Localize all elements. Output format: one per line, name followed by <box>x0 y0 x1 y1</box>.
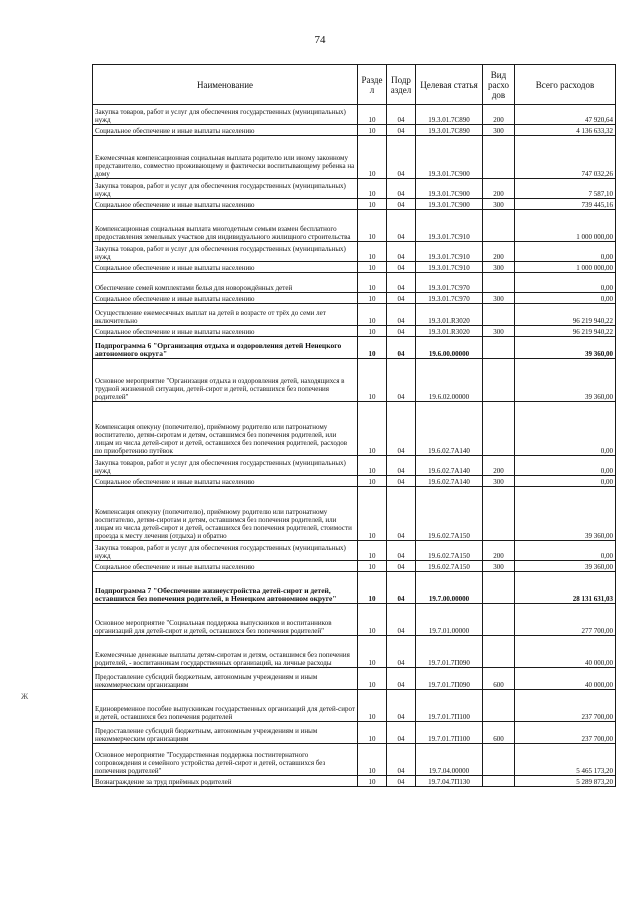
row-razdel: 10 <box>358 242 387 262</box>
row-statya: 19.3.01.7С910 <box>416 262 483 273</box>
row-name: Предоставление субсидий бюджетным, автономным учреждениям и иным некоммерческим организациям <box>93 722 358 744</box>
table-row <box>93 337 616 359</box>
row-name: Единовременное пособие выпускникам государственных организаций для детей-сирот и детей, оставшихся без попечения родителей <box>93 690 358 722</box>
row-vid: 600 <box>483 668 515 690</box>
row-name: Социальное обеспечение и иные выплаты населению <box>93 561 358 572</box>
row-name: Осуществление ежемесячных выплат на детей в возрасте от трёх до семи лет включительно <box>93 304 358 326</box>
row-vid <box>483 487 515 541</box>
row-vid <box>483 402 515 456</box>
row-razdel: 10 <box>358 572 387 604</box>
row-statya: 19.3.01.7С900 <box>416 179 483 199</box>
row-vid: 300 <box>483 326 515 337</box>
row-razdel: 10 <box>358 690 387 722</box>
row-vid: 300 <box>483 476 515 487</box>
row-summa: 237 700,00 <box>515 690 616 722</box>
row-razdel: 10 <box>358 402 387 456</box>
row-statya: 19.7.00.00000 <box>416 572 483 604</box>
row-statya: 19.7.01.00000 <box>416 604 483 636</box>
budget-table <box>92 64 616 787</box>
header-total: Всего расходов <box>515 65 616 105</box>
header-statya: Целевая статья <box>416 65 483 105</box>
row-statya: 19.6.02.7А140 <box>416 456 483 476</box>
row-name: Вознаграждение за труд приёмных родителей <box>93 776 358 787</box>
row-razdel: 10 <box>358 273 387 293</box>
margin-mark: Ж <box>21 692 29 701</box>
row-summa: 1 000 000,00 <box>515 262 616 273</box>
row-statya: 19.7.04.7П130 <box>416 776 483 787</box>
row-vid: 200 <box>483 541 515 561</box>
table-row <box>93 359 616 402</box>
table-row <box>93 136 616 179</box>
table-row <box>93 487 616 541</box>
table-header <box>93 65 616 105</box>
row-statya: 19.3.01.R3020 <box>416 326 483 337</box>
table-body <box>93 105 616 787</box>
row-vid <box>483 359 515 402</box>
row-vid: 300 <box>483 199 515 210</box>
row-name: Основное мероприятие "Организация отдыха и оздоровления детей, находящихся в трудной жизненной ситуации, детей-сирот и детей, оставшихся без попечения родителей" <box>93 359 358 402</box>
row-statya: 19.3.01.7С970 <box>416 273 483 293</box>
row-name: Компенсация опекуну (попечителю), приёмному родителю или патронатному воспитателю, детям-сиротам и детям, оставшимся без попечения родителей, или лицам из числа детей-сирот и детей, оставшихся без попечения родителей, стоимости проезда к месту лечения (отдыха) и обратно <box>93 487 358 541</box>
row-razdel: 10 <box>358 476 387 487</box>
row-summa: 4 136 633,32 <box>515 125 616 136</box>
row-vid <box>483 304 515 326</box>
row-razdel: 10 <box>358 136 387 179</box>
row-statya: 19.3.01.7С910 <box>416 242 483 262</box>
row-statya: 19.7.01.7П090 <box>416 668 483 690</box>
row-vid <box>483 210 515 242</box>
table-row <box>93 456 616 476</box>
row-statya: 19.7.01.7П090 <box>416 636 483 668</box>
row-podrazdel: 04 <box>387 326 416 337</box>
row-razdel: 10 <box>358 776 387 787</box>
row-razdel: 10 <box>358 304 387 326</box>
row-name: Ежемесячная компенсационная социальная выплата родителю или иному законному представителю, совместно проживающему и фактически воспитывающему ребенка на дому <box>93 136 358 179</box>
row-statya: 19.6.02.7А140 <box>416 476 483 487</box>
row-vid: 600 <box>483 722 515 744</box>
row-podrazdel: 04 <box>387 359 416 402</box>
row-statya: 19.7.04.00000 <box>416 744 483 776</box>
row-vid <box>483 776 515 787</box>
row-summa: 5 465 173,20 <box>515 744 616 776</box>
row-summa: 40 000,00 <box>515 668 616 690</box>
row-razdel: 10 <box>358 262 387 273</box>
row-summa: 237 700,00 <box>515 722 616 744</box>
row-podrazdel: 04 <box>387 304 416 326</box>
row-summa: 96 219 940,22 <box>515 326 616 337</box>
row-podrazdel: 04 <box>387 262 416 273</box>
row-name: Подпрограмма 6 "Организация отдыха и оздоровления детей Ненецкого автономного округа" <box>93 337 358 359</box>
row-vid <box>483 690 515 722</box>
row-name: Социальное обеспечение и иные выплаты населению <box>93 199 358 210</box>
row-statya: 19.6.02.7А150 <box>416 561 483 572</box>
row-vid <box>483 273 515 293</box>
row-summa: 40 000,00 <box>515 636 616 668</box>
row-razdel: 10 <box>358 210 387 242</box>
row-podrazdel: 04 <box>387 179 416 199</box>
table-row <box>93 690 616 722</box>
row-summa: 0,00 <box>515 456 616 476</box>
row-summa: 0,00 <box>515 293 616 304</box>
row-statya: 19.6.00.00000 <box>416 337 483 359</box>
row-statya: 19.3.01.7С900 <box>416 136 483 179</box>
row-razdel: 10 <box>358 293 387 304</box>
row-summa: 39 360,00 <box>515 487 616 541</box>
row-statya: 19.7.01.7П100 <box>416 690 483 722</box>
row-razdel: 10 <box>358 105 387 125</box>
row-vid: 200 <box>483 179 515 199</box>
row-summa: 747 032,26 <box>515 136 616 179</box>
header-razdel: Разде л <box>358 65 387 105</box>
row-vid <box>483 136 515 179</box>
row-podrazdel: 04 <box>387 561 416 572</box>
row-vid: 200 <box>483 456 515 476</box>
row-podrazdel: 04 <box>387 337 416 359</box>
row-razdel: 10 <box>358 199 387 210</box>
row-podrazdel: 04 <box>387 210 416 242</box>
row-summa: 5 289 873,20 <box>515 776 616 787</box>
table-row <box>93 304 616 326</box>
row-podrazdel: 04 <box>387 487 416 541</box>
row-vid: 300 <box>483 262 515 273</box>
row-name: Социальное обеспечение и иные выплаты населению <box>93 326 358 337</box>
header-podrazdel: Подр аздел <box>387 65 416 105</box>
row-statya: 19.3.01.7С890 <box>416 105 483 125</box>
table-row <box>93 125 616 136</box>
row-name: Основное мероприятие "Государственная поддержка постинтернатного сопровождения и семейного устройства детей-сирот и детей, оставшихся без попечения родителей" <box>93 744 358 776</box>
row-razdel: 10 <box>358 487 387 541</box>
row-vid: 200 <box>483 242 515 262</box>
row-name: Закупка товаров, работ и услуг для обеспечения государственных (муниципальных) нужд <box>93 541 358 561</box>
table-row <box>93 636 616 668</box>
table-row <box>93 262 616 273</box>
row-summa: 1 000 000,00 <box>515 210 616 242</box>
row-name: Компенсация опекуну (попечителю), приёмному родителю или патронатному воспитателю, детям-сиротам и детям, оставшимся без попечения родителей, или лицам из числа детей-сирот и детей, оставшихся без попечения родителей, расходов по приобретению путёвок <box>93 402 358 456</box>
row-summa: 7 587,10 <box>515 179 616 199</box>
table-row <box>93 541 616 561</box>
row-razdel: 10 <box>358 359 387 402</box>
row-podrazdel: 04 <box>387 776 416 787</box>
row-podrazdel: 04 <box>387 402 416 456</box>
table-row <box>93 326 616 337</box>
row-summa: 28 131 631,03 <box>515 572 616 604</box>
row-name: Социальное обеспечение и иные выплаты населению <box>93 262 358 273</box>
row-summa: 39 360,00 <box>515 561 616 572</box>
row-statya: 19.6.02.00000 <box>416 359 483 402</box>
row-razdel: 10 <box>358 722 387 744</box>
row-vid <box>483 636 515 668</box>
row-summa: 47 920,64 <box>515 105 616 125</box>
row-vid <box>483 337 515 359</box>
row-podrazdel: 04 <box>387 668 416 690</box>
row-vid: 300 <box>483 293 515 304</box>
table-row <box>93 242 616 262</box>
row-name: Закупка товаров, работ и услуг для обеспечения государственных (муниципальных) нужд <box>93 242 358 262</box>
table-row <box>93 293 616 304</box>
row-podrazdel: 04 <box>387 199 416 210</box>
table-row <box>93 722 616 744</box>
row-statya: 19.3.01.7С910 <box>416 210 483 242</box>
row-statya: 19.3.01.R3020 <box>416 304 483 326</box>
row-razdel: 10 <box>358 604 387 636</box>
row-summa: 96 219 940,22 <box>515 304 616 326</box>
row-summa: 39 360,00 <box>515 337 616 359</box>
row-statya: 19.6.02.7А140 <box>416 402 483 456</box>
row-name: Закупка товаров, работ и услуг для обеспечения государственных (муниципальных) нужд <box>93 105 358 125</box>
row-podrazdel: 04 <box>387 572 416 604</box>
row-name: Закупка товаров, работ и услуг для обеспечения государственных (муниципальных) нужд <box>93 456 358 476</box>
row-statya: 19.6.02.7А150 <box>416 541 483 561</box>
row-razdel: 10 <box>358 541 387 561</box>
page-number: 74 <box>314 34 326 46</box>
row-summa: 277 700,00 <box>515 604 616 636</box>
row-podrazdel: 04 <box>387 722 416 744</box>
row-razdel: 10 <box>358 561 387 572</box>
table-row <box>93 776 616 787</box>
row-name: Обеспечение семей комплектами белья для новорождённых детей <box>93 273 358 293</box>
row-podrazdel: 04 <box>387 293 416 304</box>
table-row <box>93 402 616 456</box>
row-podrazdel: 04 <box>387 136 416 179</box>
row-podrazdel: 04 <box>387 273 416 293</box>
row-summa: 0,00 <box>515 476 616 487</box>
row-summa: 0,00 <box>515 402 616 456</box>
table-row <box>93 561 616 572</box>
row-vid <box>483 572 515 604</box>
row-podrazdel: 04 <box>387 604 416 636</box>
row-vid <box>483 604 515 636</box>
row-podrazdel: 04 <box>387 636 416 668</box>
row-razdel: 10 <box>358 668 387 690</box>
table-row <box>93 668 616 690</box>
row-name: Компенсационная социальная выплата многодетным семьям взамен бесплатного предоставления земельных участков для индивидуального жилищного строительства <box>93 210 358 242</box>
row-razdel: 10 <box>358 179 387 199</box>
header-name: Наименование <box>93 65 358 105</box>
row-podrazdel: 04 <box>387 541 416 561</box>
row-name: Подпрограмма 7 "Обеспечение жизнеустройства детей-сирот и детей, оставшихся без попечения родителей, в Ненецком автономном округе" <box>93 572 358 604</box>
row-razdel: 10 <box>358 636 387 668</box>
row-podrazdel: 04 <box>387 242 416 262</box>
table-row <box>93 105 616 125</box>
row-podrazdel: 04 <box>387 690 416 722</box>
row-podrazdel: 04 <box>387 744 416 776</box>
table-row <box>93 210 616 242</box>
table-row <box>93 273 616 293</box>
row-podrazdel: 04 <box>387 125 416 136</box>
row-podrazdel: 04 <box>387 105 416 125</box>
row-name: Социальное обеспечение и иные выплаты населению <box>93 293 358 304</box>
table-row <box>93 476 616 487</box>
row-statya: 19.3.01.7С890 <box>416 125 483 136</box>
row-razdel: 10 <box>358 326 387 337</box>
row-name: Основное мероприятие "Социальная поддержка выпускников и воспитанников организаций для детей-сирот и детей, оставшихся без попечения родителей" <box>93 604 358 636</box>
row-podrazdel: 04 <box>387 456 416 476</box>
table-row <box>93 572 616 604</box>
row-summa: 739 445,16 <box>515 199 616 210</box>
row-name: Ежемесячные денежные выплаты детям-сиротам и детям, оставшимся без попечения родителей, - воспитанникам государственных организаций, на личные расходы <box>93 636 358 668</box>
table-row <box>93 199 616 210</box>
header-vid: Вид расхо дов <box>483 65 515 105</box>
row-summa: 0,00 <box>515 242 616 262</box>
row-summa: 0,00 <box>515 273 616 293</box>
row-name: Закупка товаров, работ и услуг для обеспечения государственных (муниципальных) нужд <box>93 179 358 199</box>
row-name: Социальное обеспечение и иные выплаты населению <box>93 125 358 136</box>
table-row <box>93 744 616 776</box>
row-summa: 39 360,00 <box>515 359 616 402</box>
row-vid <box>483 744 515 776</box>
row-summa: 0,00 <box>515 541 616 561</box>
row-vid: 300 <box>483 125 515 136</box>
row-name: Предоставление субсидий бюджетным, автономным учреждениям и иным некоммерческим организациям <box>93 668 358 690</box>
row-vid: 200 <box>483 105 515 125</box>
row-statya: 19.6.02.7А150 <box>416 487 483 541</box>
table-row <box>93 604 616 636</box>
row-vid: 300 <box>483 561 515 572</box>
row-razdel: 10 <box>358 456 387 476</box>
row-podrazdel: 04 <box>387 476 416 487</box>
row-statya: 19.7.01.7П100 <box>416 722 483 744</box>
row-razdel: 10 <box>358 125 387 136</box>
row-statya: 19.3.01.7С900 <box>416 199 483 210</box>
row-name: Социальное обеспечение и иные выплаты населению <box>93 476 358 487</box>
row-statya: 19.3.01.7С970 <box>416 293 483 304</box>
table-row <box>93 179 616 199</box>
row-razdel: 10 <box>358 744 387 776</box>
row-razdel: 10 <box>358 337 387 359</box>
